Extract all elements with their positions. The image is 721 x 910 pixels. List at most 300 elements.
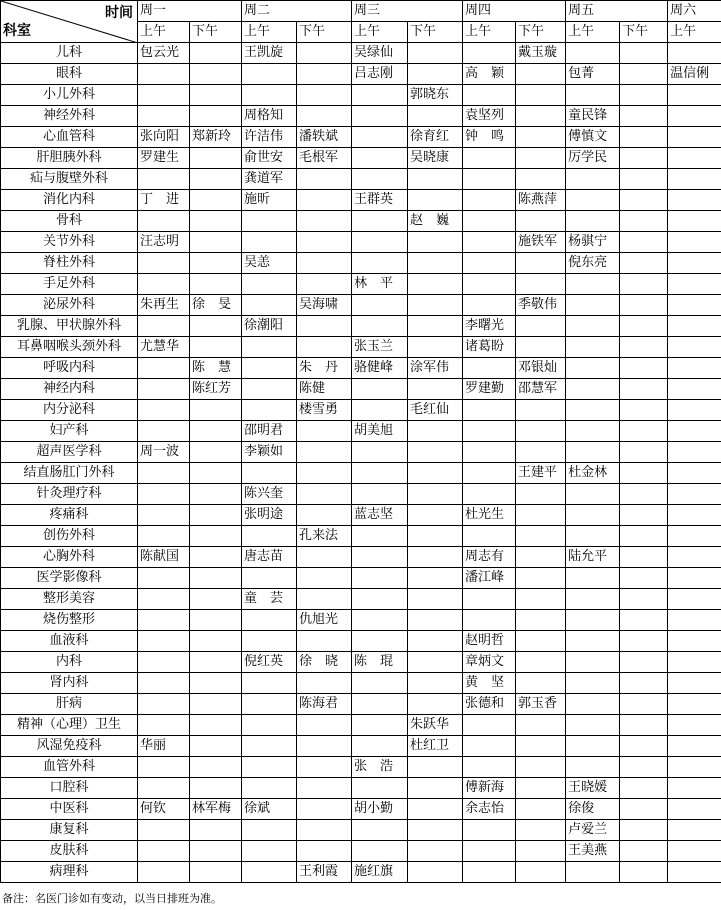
department-name: 口腔科 bbox=[1, 778, 138, 799]
doctor-slot: 陈献国 bbox=[138, 547, 190, 568]
doctor-slot bbox=[352, 736, 408, 757]
table-row bbox=[1, 169, 721, 190]
doctor-slot bbox=[190, 148, 242, 169]
doctor-slot: 吴恙 bbox=[242, 253, 297, 274]
table-row bbox=[1, 232, 721, 253]
doctor-slot bbox=[242, 757, 297, 778]
doctor-slot bbox=[190, 610, 242, 631]
table-row bbox=[1, 106, 721, 127]
doctor-slot bbox=[242, 673, 297, 694]
doctor-slot bbox=[242, 358, 297, 379]
corner-header bbox=[1, 1, 138, 43]
doctor-slot bbox=[463, 862, 516, 883]
doctor-slot: 张德和 bbox=[463, 694, 516, 715]
doctor-slot bbox=[516, 106, 566, 127]
doctor-slot bbox=[352, 106, 408, 127]
doctor-slot bbox=[620, 484, 668, 505]
doctor-slot bbox=[138, 505, 190, 526]
doctor-slot: 吴晓康 bbox=[408, 148, 463, 169]
doctor-slot bbox=[668, 505, 721, 526]
doctor-slot bbox=[463, 274, 516, 295]
doctor-slot bbox=[516, 568, 566, 589]
doctor-slot bbox=[190, 337, 242, 358]
doctor-slot bbox=[463, 820, 516, 841]
doctor-slot bbox=[620, 841, 668, 862]
doctor-slot bbox=[352, 253, 408, 274]
doctor-slot: 诸葛盼 bbox=[463, 337, 516, 358]
doctor-slot bbox=[408, 526, 463, 547]
department-name: 乳腺、甲状腺外科 bbox=[1, 316, 138, 337]
half-header-am: 上午 bbox=[463, 22, 516, 43]
doctor-slot bbox=[242, 778, 297, 799]
department-name: 中医科 bbox=[1, 799, 138, 820]
doctor-slot bbox=[297, 169, 352, 190]
doctor-slot bbox=[668, 841, 721, 862]
doctor-slot bbox=[620, 694, 668, 715]
department-name: 心血管科 bbox=[1, 127, 138, 148]
doctor-slot bbox=[297, 841, 352, 862]
doctor-slot: 邵慧军 bbox=[516, 379, 566, 400]
department-name: 妇产科 bbox=[1, 421, 138, 442]
doctor-slot bbox=[463, 589, 516, 610]
doctor-slot: 陈兴奎 bbox=[242, 484, 297, 505]
table-row bbox=[1, 421, 721, 442]
department-name: 神经外科 bbox=[1, 106, 138, 127]
doctor-slot: 杜光生 bbox=[463, 505, 516, 526]
doctor-slot: 王建平 bbox=[516, 463, 566, 484]
doctor-slot bbox=[190, 106, 242, 127]
doctor-slot bbox=[668, 547, 721, 568]
department-name: 呼吸内科 bbox=[1, 358, 138, 379]
doctor-slot bbox=[408, 64, 463, 85]
doctor-slot bbox=[408, 631, 463, 652]
doctor-slot: 邵明君 bbox=[242, 421, 297, 442]
doctor-slot bbox=[620, 568, 668, 589]
doctor-slot bbox=[620, 547, 668, 568]
doctor-slot bbox=[516, 337, 566, 358]
doctor-slot: 吴海啸 bbox=[297, 295, 352, 316]
table-row bbox=[1, 673, 721, 694]
doctor-slot bbox=[138, 379, 190, 400]
doctor-slot bbox=[620, 148, 668, 169]
doctor-slot bbox=[138, 421, 190, 442]
doctor-slot: 毛根军 bbox=[297, 148, 352, 169]
doctor-slot bbox=[138, 316, 190, 337]
doctor-slot bbox=[668, 673, 721, 694]
doctor-slot bbox=[516, 862, 566, 883]
doctor-slot bbox=[620, 820, 668, 841]
doctor-slot bbox=[566, 337, 620, 358]
doctor-slot bbox=[138, 526, 190, 547]
doctor-slot: 张向阳 bbox=[138, 127, 190, 148]
table-row bbox=[1, 694, 721, 715]
doctor-slot bbox=[138, 358, 190, 379]
doctor-slot bbox=[242, 631, 297, 652]
doctor-slot bbox=[190, 64, 242, 85]
doctor-slot bbox=[620, 799, 668, 820]
table-row bbox=[1, 127, 721, 148]
doctor-slot bbox=[352, 463, 408, 484]
department-name: 关节外科 bbox=[1, 232, 138, 253]
doctor-slot bbox=[408, 610, 463, 631]
day-header-sat: 周六 bbox=[668, 1, 721, 22]
doctor-slot bbox=[516, 841, 566, 862]
time-label: 时间 bbox=[105, 5, 133, 21]
doctor-slot bbox=[620, 64, 668, 85]
doctor-slot bbox=[620, 715, 668, 736]
doctor-slot: 朱 丹 bbox=[297, 358, 352, 379]
doctor-slot bbox=[620, 358, 668, 379]
doctor-slot bbox=[516, 400, 566, 421]
doctor-slot bbox=[668, 400, 721, 421]
doctor-slot: 徐斌 bbox=[242, 799, 297, 820]
doctor-slot bbox=[668, 232, 721, 253]
doctor-slot bbox=[620, 295, 668, 316]
doctor-slot bbox=[138, 631, 190, 652]
doctor-slot bbox=[566, 169, 620, 190]
day-header-wed: 周三 bbox=[352, 1, 463, 22]
doctor-slot: 陈 琨 bbox=[352, 652, 408, 673]
doctor-slot bbox=[516, 820, 566, 841]
doctor-slot bbox=[190, 463, 242, 484]
table-row bbox=[1, 862, 721, 883]
doctor-slot bbox=[297, 673, 352, 694]
doctor-slot bbox=[408, 673, 463, 694]
doctor-slot: 倪东亮 bbox=[566, 253, 620, 274]
doctor-slot bbox=[242, 526, 297, 547]
half-header-am: 上午 bbox=[138, 22, 190, 43]
doctor-slot bbox=[620, 43, 668, 64]
doctor-slot bbox=[242, 862, 297, 883]
doctor-slot: 吴绿仙 bbox=[352, 43, 408, 64]
doctor-slot bbox=[352, 211, 408, 232]
doctor-slot bbox=[242, 295, 297, 316]
doctor-slot: 施昕 bbox=[242, 190, 297, 211]
doctor-slot bbox=[297, 631, 352, 652]
half-header-pm: 下午 bbox=[408, 22, 463, 43]
department-name: 耳鼻咽喉头颈外科 bbox=[1, 337, 138, 358]
department-name: 风湿免疫科 bbox=[1, 736, 138, 757]
doctor-slot bbox=[516, 442, 566, 463]
doctor-slot bbox=[463, 190, 516, 211]
doctor-slot bbox=[190, 169, 242, 190]
doctor-slot bbox=[620, 757, 668, 778]
table-row bbox=[1, 442, 721, 463]
doctor-slot bbox=[668, 589, 721, 610]
doctor-slot: 邓银灿 bbox=[516, 358, 566, 379]
doctor-slot bbox=[138, 463, 190, 484]
doctor-slot bbox=[463, 715, 516, 736]
doctor-slot: 杜金林 bbox=[566, 463, 620, 484]
doctor-slot bbox=[190, 589, 242, 610]
doctor-slot bbox=[138, 484, 190, 505]
department-name: 肾内科 bbox=[1, 673, 138, 694]
doctor-slot bbox=[620, 589, 668, 610]
doctor-slot: 张 浩 bbox=[352, 757, 408, 778]
table-row bbox=[1, 799, 721, 820]
doctor-slot: 杜红卫 bbox=[408, 736, 463, 757]
doctor-slot bbox=[352, 295, 408, 316]
doctor-slot: 徐 晓 bbox=[297, 652, 352, 673]
doctor-slot bbox=[463, 253, 516, 274]
doctor-slot bbox=[620, 379, 668, 400]
doctor-slot: 俞世安 bbox=[242, 148, 297, 169]
doctor-slot bbox=[190, 484, 242, 505]
half-header-am: 上午 bbox=[242, 22, 297, 43]
doctor-slot bbox=[408, 295, 463, 316]
doctor-slot bbox=[190, 568, 242, 589]
half-header-pm: 下午 bbox=[190, 22, 242, 43]
doctor-slot bbox=[297, 85, 352, 106]
doctor-slot bbox=[297, 568, 352, 589]
doctor-slot bbox=[297, 505, 352, 526]
doctor-slot bbox=[138, 715, 190, 736]
doctor-slot bbox=[352, 547, 408, 568]
department-name: 医学影像科 bbox=[1, 568, 138, 589]
doctor-slot bbox=[242, 694, 297, 715]
doctor-slot: 章炳文 bbox=[463, 652, 516, 673]
doctor-slot bbox=[566, 400, 620, 421]
doctor-slot bbox=[620, 274, 668, 295]
doctor-slot bbox=[352, 673, 408, 694]
doctor-slot bbox=[566, 652, 620, 673]
doctor-slot: 朱跃华 bbox=[408, 715, 463, 736]
doctor-slot bbox=[668, 820, 721, 841]
doctor-slot: 赵明哲 bbox=[463, 631, 516, 652]
doctor-slot bbox=[566, 358, 620, 379]
doctor-slot bbox=[352, 379, 408, 400]
doctor-slot bbox=[668, 169, 721, 190]
doctor-slot bbox=[516, 547, 566, 568]
doctor-slot bbox=[352, 841, 408, 862]
doctor-slot bbox=[297, 232, 352, 253]
table-row bbox=[1, 736, 721, 757]
table-row bbox=[1, 295, 721, 316]
doctor-slot bbox=[138, 568, 190, 589]
doctor-slot bbox=[408, 652, 463, 673]
doctor-slot bbox=[463, 736, 516, 757]
department-name: 结直肠肛门外科 bbox=[1, 463, 138, 484]
department-name: 针灸理疗科 bbox=[1, 484, 138, 505]
doctor-slot bbox=[516, 526, 566, 547]
doctor-slot bbox=[297, 316, 352, 337]
doctor-slot bbox=[242, 211, 297, 232]
doctor-slot bbox=[242, 337, 297, 358]
doctor-slot bbox=[566, 526, 620, 547]
doctor-slot bbox=[408, 778, 463, 799]
doctor-slot bbox=[668, 799, 721, 820]
doctor-slot: 龚道军 bbox=[242, 169, 297, 190]
doctor-slot bbox=[463, 463, 516, 484]
doctor-slot: 袁坚列 bbox=[463, 106, 516, 127]
department-name: 儿科 bbox=[1, 43, 138, 64]
doctor-slot bbox=[620, 652, 668, 673]
doctor-slot bbox=[668, 274, 721, 295]
doctor-slot: 王利霞 bbox=[297, 862, 352, 883]
doctor-slot bbox=[516, 778, 566, 799]
doctor-slot bbox=[190, 211, 242, 232]
doctor-slot bbox=[668, 694, 721, 715]
doctor-slot: 林 平 bbox=[352, 274, 408, 295]
half-header-am: 上午 bbox=[352, 22, 408, 43]
doctor-slot bbox=[242, 400, 297, 421]
table-row bbox=[1, 610, 721, 631]
doctor-slot: 郭晓东 bbox=[408, 85, 463, 106]
doctor-slot bbox=[138, 589, 190, 610]
doctor-slot: 童民锋 bbox=[566, 106, 620, 127]
doctor-slot bbox=[566, 505, 620, 526]
doctor-slot bbox=[352, 232, 408, 253]
doctor-slot bbox=[516, 421, 566, 442]
doctor-slot bbox=[566, 736, 620, 757]
doctor-slot bbox=[352, 568, 408, 589]
doctor-slot bbox=[190, 736, 242, 757]
doctor-slot bbox=[566, 484, 620, 505]
doctor-slot bbox=[297, 106, 352, 127]
doctor-slot bbox=[620, 673, 668, 694]
table-row bbox=[1, 631, 721, 652]
doctor-slot bbox=[463, 484, 516, 505]
doctor-slot bbox=[297, 757, 352, 778]
doctor-slot bbox=[463, 85, 516, 106]
table-row bbox=[1, 778, 721, 799]
doctor-slot: 朱再生 bbox=[138, 295, 190, 316]
doctor-slot bbox=[668, 379, 721, 400]
doctor-slot bbox=[352, 694, 408, 715]
doctor-slot bbox=[242, 379, 297, 400]
table-row bbox=[1, 64, 721, 85]
doctor-slot bbox=[620, 316, 668, 337]
doctor-slot bbox=[408, 757, 463, 778]
doctor-slot bbox=[566, 589, 620, 610]
doctor-slot bbox=[408, 190, 463, 211]
department-name: 病理科 bbox=[1, 862, 138, 883]
doctor-slot bbox=[620, 442, 668, 463]
dept-label: 科室 bbox=[3, 23, 31, 39]
doctor-slot bbox=[566, 421, 620, 442]
doctor-slot: 楼雪勇 bbox=[297, 400, 352, 421]
doctor-slot bbox=[408, 442, 463, 463]
doctor-slot bbox=[668, 610, 721, 631]
department-name: 创伤外科 bbox=[1, 526, 138, 547]
doctor-slot bbox=[620, 778, 668, 799]
doctor-slot bbox=[408, 568, 463, 589]
table-row bbox=[1, 43, 721, 64]
doctor-slot bbox=[566, 274, 620, 295]
doctor-slot bbox=[242, 820, 297, 841]
doctor-slot bbox=[463, 421, 516, 442]
doctor-slot: 林军梅 bbox=[190, 799, 242, 820]
doctor-slot bbox=[297, 799, 352, 820]
table-row bbox=[1, 463, 721, 484]
doctor-slot bbox=[516, 799, 566, 820]
doctor-slot bbox=[566, 43, 620, 64]
doctor-slot bbox=[620, 190, 668, 211]
doctor-slot bbox=[516, 652, 566, 673]
department-name: 内分泌科 bbox=[1, 400, 138, 421]
doctor-slot bbox=[352, 610, 408, 631]
doctor-slot bbox=[620, 505, 668, 526]
doctor-slot: 施铁军 bbox=[516, 232, 566, 253]
department-name: 疝与腹壁外科 bbox=[1, 169, 138, 190]
doctor-slot bbox=[463, 232, 516, 253]
doctor-slot: 吕志刚 bbox=[352, 64, 408, 85]
doctor-slot bbox=[566, 379, 620, 400]
department-name: 骨科 bbox=[1, 211, 138, 232]
doctor-slot bbox=[190, 715, 242, 736]
doctor-slot bbox=[620, 631, 668, 652]
table-row bbox=[1, 148, 721, 169]
doctor-slot bbox=[463, 841, 516, 862]
table-row bbox=[1, 484, 721, 505]
department-name: 精神（心理）卫生 bbox=[1, 715, 138, 736]
doctor-slot: 戴玉璇 bbox=[516, 43, 566, 64]
department-name: 烧伤整形 bbox=[1, 610, 138, 631]
doctor-slot: 骆健峰 bbox=[352, 358, 408, 379]
doctor-slot bbox=[516, 148, 566, 169]
doctor-slot bbox=[190, 316, 242, 337]
doctor-slot: 倪红英 bbox=[242, 652, 297, 673]
doctor-slot bbox=[620, 169, 668, 190]
doctor-slot bbox=[620, 610, 668, 631]
doctor-slot: 季敬伟 bbox=[516, 295, 566, 316]
doctor-slot bbox=[297, 547, 352, 568]
doctor-slot bbox=[566, 442, 620, 463]
doctor-slot bbox=[297, 253, 352, 274]
day-header-fri: 周五 bbox=[566, 1, 668, 22]
half-header-pm: 下午 bbox=[516, 22, 566, 43]
doctor-slot bbox=[668, 568, 721, 589]
doctor-slot bbox=[620, 253, 668, 274]
doctor-slot bbox=[408, 379, 463, 400]
table-row bbox=[1, 568, 721, 589]
table-row bbox=[1, 316, 721, 337]
doctor-slot bbox=[190, 421, 242, 442]
doctor-slot bbox=[190, 526, 242, 547]
doctor-slot: 王美燕 bbox=[566, 841, 620, 862]
doctor-slot bbox=[138, 862, 190, 883]
doctor-slot bbox=[668, 211, 721, 232]
doctor-slot bbox=[620, 862, 668, 883]
doctor-slot bbox=[242, 463, 297, 484]
doctor-slot bbox=[242, 841, 297, 862]
doctor-slot bbox=[352, 85, 408, 106]
table-row bbox=[1, 757, 721, 778]
doctor-slot: 陈健 bbox=[297, 379, 352, 400]
doctor-slot bbox=[620, 211, 668, 232]
doctor-slot: 汪志明 bbox=[138, 232, 190, 253]
doctor-slot bbox=[297, 190, 352, 211]
doctor-slot bbox=[668, 358, 721, 379]
doctor-slot: 周格知 bbox=[242, 106, 297, 127]
doctor-slot: 何钦 bbox=[138, 799, 190, 820]
doctor-slot: 陈红芳 bbox=[190, 379, 242, 400]
doctor-slot: 陈 慧 bbox=[190, 358, 242, 379]
doctor-slot: 李颖如 bbox=[242, 442, 297, 463]
doctor-slot bbox=[516, 589, 566, 610]
doctor-slot: 厉学民 bbox=[566, 148, 620, 169]
doctor-slot bbox=[566, 862, 620, 883]
doctor-slot bbox=[668, 736, 721, 757]
doctor-slot: 徐潮阳 bbox=[242, 316, 297, 337]
doctor-slot: 许洁伟 bbox=[242, 127, 297, 148]
doctor-slot bbox=[352, 484, 408, 505]
doctor-slot bbox=[138, 757, 190, 778]
doctor-slot bbox=[297, 736, 352, 757]
doctor-slot bbox=[566, 568, 620, 589]
doctor-slot: 李曙光 bbox=[463, 316, 516, 337]
doctor-slot bbox=[408, 484, 463, 505]
